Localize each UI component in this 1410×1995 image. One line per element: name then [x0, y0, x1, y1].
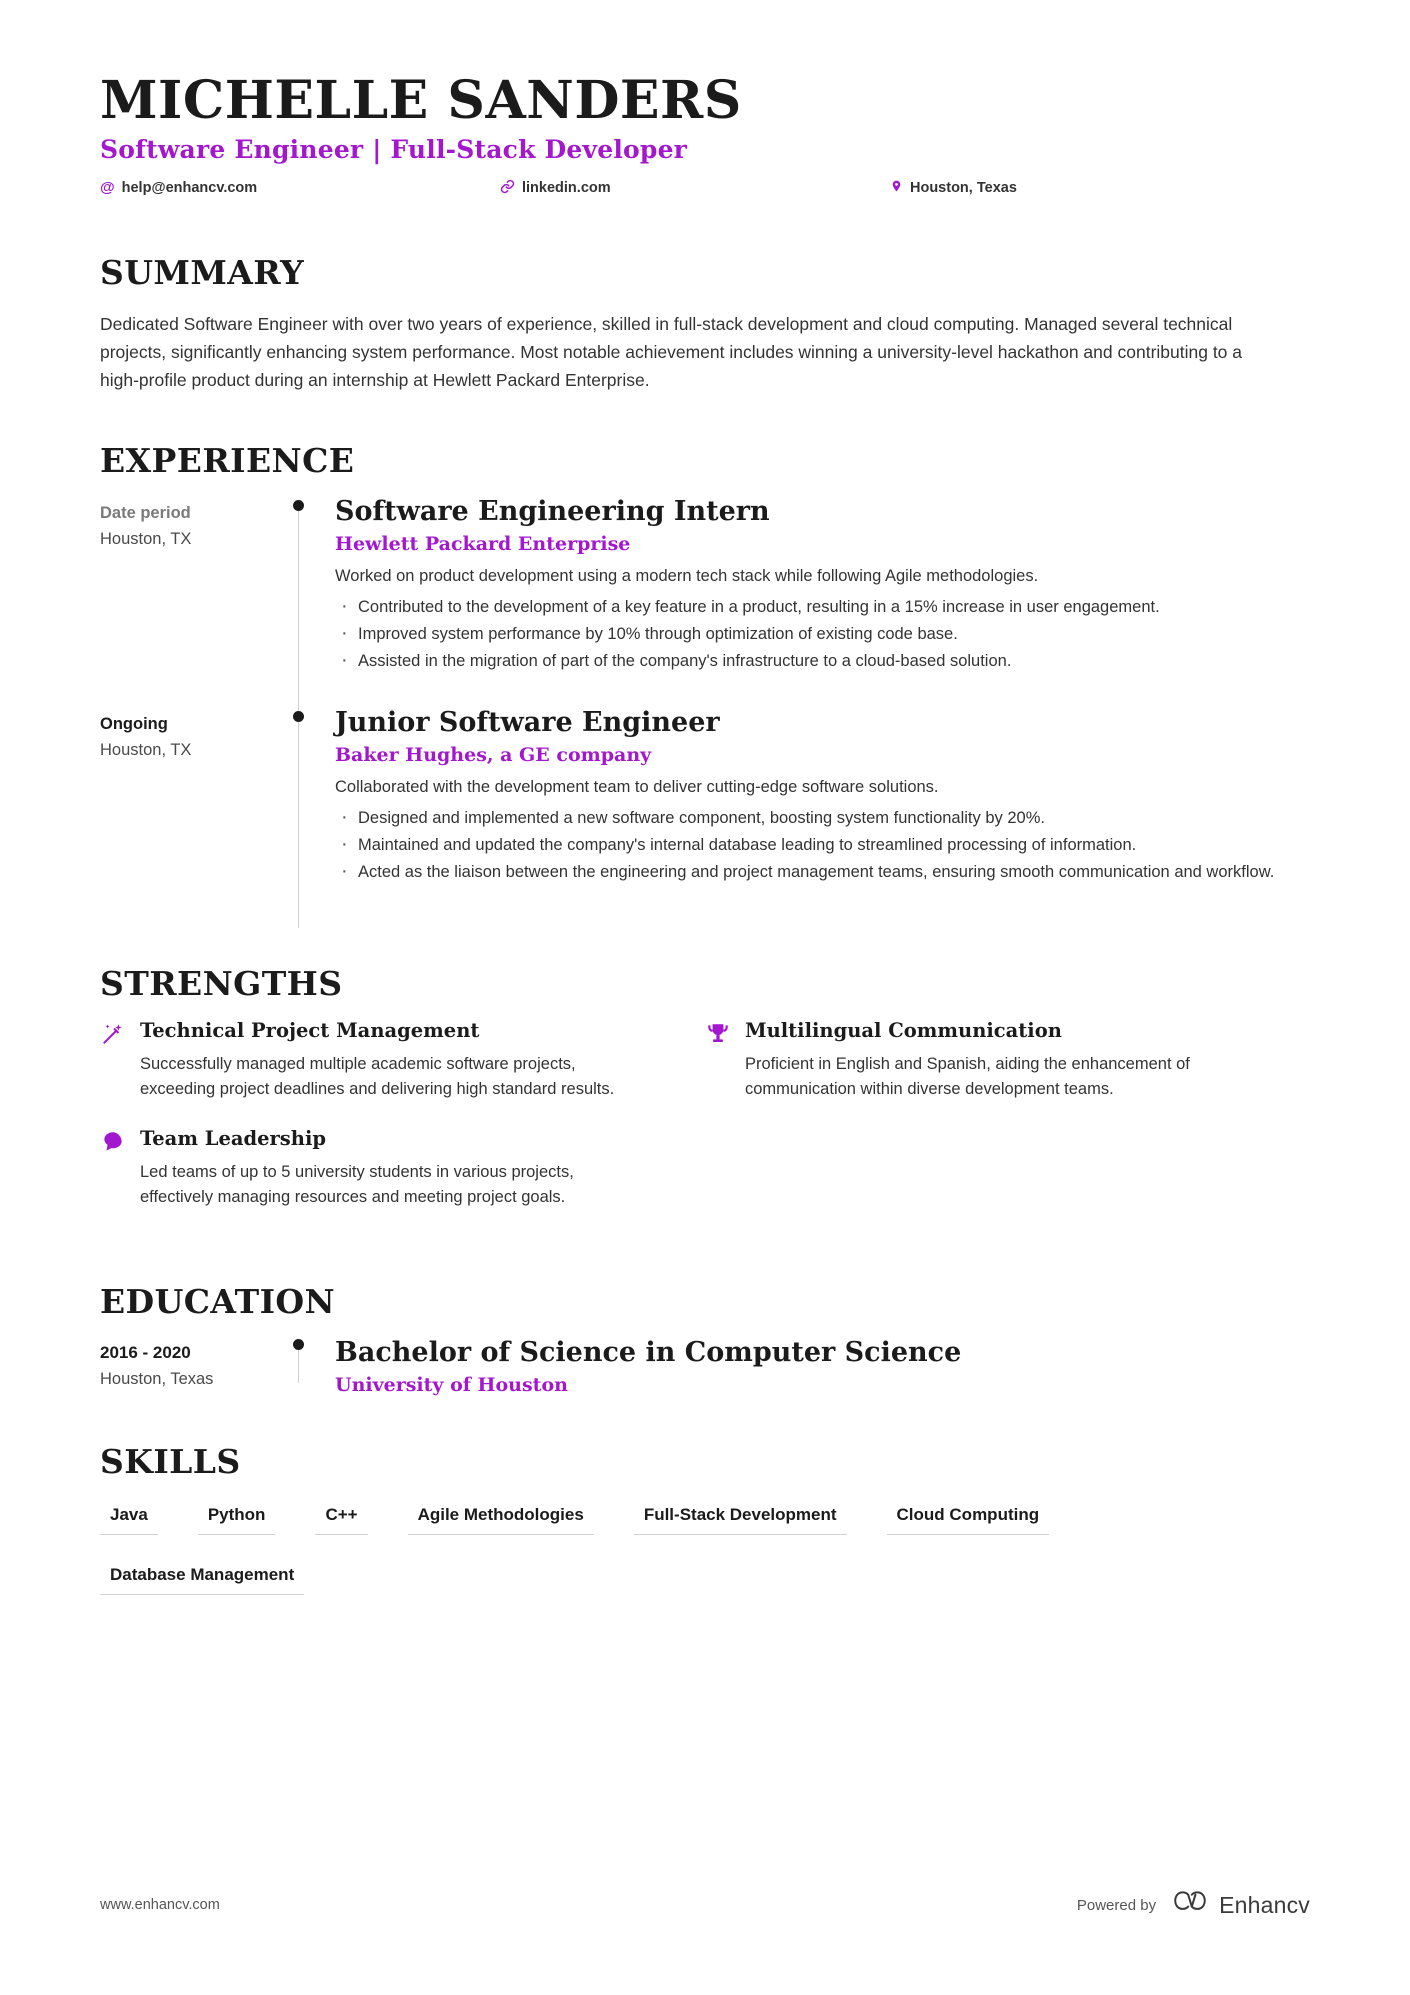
experience-bullet: · Assisted in the migration of part of the company's infrastructure to a cloud-based solution.	[335, 649, 1310, 673]
contact-email[interactable]	[100, 180, 500, 196]
contact-email-text: help@enhancv.com	[121, 179, 258, 196]
strength-text: Successfully managed multiple academic software projects, exceeding project deadlines and delivering high standard results.	[140, 1054, 615, 1098]
summary-text: Dedicated Software Engineer with over two years of experience, skilled in full-stack development and cloud computing. Managed several technical projects, significantly enhancing system performance. Most notable achievement includes winning a university-level hackathon and contributing to a high-profile product during an internship at Hewlett Packard Enterprise.	[100, 313, 1243, 391]
strength-title: Multilingual Communication	[745, 1018, 1062, 1042]
contact-linkedin-text: linkedin.com	[522, 179, 611, 196]
skill-chip: Java	[100, 1497, 158, 1535]
section-summary	[100, 253, 1310, 395]
experience-company: Baker Hughes, a GE company	[335, 743, 652, 766]
experience-bullet: · Maintained and updated the company's internal database leading to streamlined processing of information.	[335, 833, 1310, 857]
strength-item	[100, 1127, 705, 1210]
strength-title: Technical Project Management	[140, 1018, 480, 1042]
section-education	[100, 1282, 1310, 1396]
summary-title: SUMMARY	[100, 253, 305, 293]
experience-title: EXPERIENCE	[100, 440, 355, 480]
experience-item	[100, 707, 1310, 918]
experience-date: Ongoing	[100, 714, 168, 733]
experience-bullets	[335, 806, 1310, 885]
education-item	[100, 1337, 1310, 1396]
powered-by-label: Powered by	[1076, 1896, 1157, 1914]
skills-title: SKILLS	[100, 1441, 241, 1481]
strength-title: Team Leadership	[140, 1127, 327, 1151]
timeline-rail	[293, 707, 335, 918]
candidate-job-title: Software Engineer | Full-Stack Developer	[100, 135, 688, 165]
education-degree: Bachelor of Science in Computer Science	[335, 1336, 962, 1368]
experience-bullet: · Acted as the liaison between the engineering and project management teams, ensuring smooth communication and workflow.	[335, 860, 1310, 884]
experience-body	[335, 496, 1310, 707]
experience-role: Junior Software Engineer	[335, 706, 720, 738]
experience-company: Hewlett Packard Enterprise	[335, 532, 631, 555]
experience-bullets	[335, 595, 1310, 674]
skill-chip: C++	[315, 1497, 367, 1535]
magic-wand-icon	[100, 1019, 140, 1051]
education-title: EDUCATION	[100, 1281, 336, 1321]
speech-bubble-icon	[100, 1127, 140, 1159]
contact-location	[890, 178, 1017, 197]
education-school: University of Houston	[335, 1373, 568, 1396]
timeline-rail	[293, 496, 335, 707]
timeline-rail	[293, 1337, 335, 1396]
enhancv-logo-icon	[1170, 1889, 1210, 1921]
education-body	[335, 1337, 1310, 1396]
education-meta	[100, 1337, 293, 1396]
skill-chip: Database Management	[100, 1557, 304, 1595]
enhancv-wordmark: Enhancv	[1219, 1891, 1310, 1918]
timeline-dot	[293, 500, 304, 511]
experience-date: Date period	[100, 503, 191, 522]
skill-chip: Python	[198, 1497, 276, 1535]
section-skills	[100, 1442, 1310, 1617]
experience-body	[335, 707, 1310, 918]
section-strengths	[100, 964, 1310, 1236]
strength-text: Led teams of up to 5 university students in various projects, effectively managing resources and meeting project goals.	[140, 1163, 574, 1206]
strengths-grid	[100, 1019, 1310, 1236]
section-experience	[100, 441, 1310, 918]
link-icon	[500, 179, 515, 197]
location-pin-icon	[890, 178, 903, 197]
contact-linkedin[interactable]	[500, 179, 890, 197]
enhancv-brand	[1170, 1889, 1310, 1921]
timeline-line	[298, 506, 299, 717]
education-date: 2016 - 2020	[100, 1342, 191, 1362]
experience-item	[100, 496, 1310, 707]
experience-bullet: · Contributed to the development of a key feature in a product, resulting in a 15% increase in user engagement.	[335, 595, 1310, 619]
strengths-title: STRENGTHS	[100, 963, 343, 1003]
experience-bullet: · Improved system performance by 10% through optimization of existing code base.	[335, 622, 1310, 646]
email-icon: @	[100, 179, 115, 197]
strength-text: Proficient in English and Spanish, aiding the enhancement of communication within diverse development teams.	[745, 1054, 1190, 1098]
experience-description: Collaborated with the development team to deliver cutting-edge software solutions.	[335, 777, 939, 796]
strength-item	[100, 1019, 705, 1102]
experience-bullet: · Designed and implemented a new software component, boosting system functionality by 20%.	[335, 806, 1310, 830]
experience-meta	[100, 707, 293, 918]
timeline-dot	[293, 1339, 304, 1350]
page-footer	[100, 1889, 1310, 1921]
strength-item	[705, 1019, 1310, 1102]
timeline-dot	[293, 711, 304, 722]
contact-row	[100, 178, 1310, 197]
experience-role: Software Engineering Intern	[335, 495, 770, 527]
skills-list	[100, 1497, 1280, 1617]
skill-chip: Agile Methodologies	[408, 1497, 594, 1535]
candidate-name: MICHELLE SANDERS	[100, 70, 742, 131]
trophy-icon	[705, 1019, 745, 1051]
footer-branding	[1077, 1889, 1310, 1921]
experience-location: Houston, TX	[100, 740, 192, 759]
experience-meta	[100, 496, 293, 707]
experience-description: Worked on product development using a modern tech stack while following Agile methodologies.	[335, 566, 1039, 585]
contact-location-text: Houston, Texas	[910, 179, 1017, 196]
skill-chip: Cloud Computing	[887, 1497, 1050, 1535]
education-location: Houston, Texas	[100, 1369, 214, 1388]
timeline-line	[298, 1345, 299, 1383]
footer-url[interactable]: www.enhancv.com	[100, 1897, 220, 1913]
skill-chip: Full-Stack Development	[634, 1497, 847, 1535]
timeline-line	[298, 717, 299, 928]
resume-header	[100, 72, 1310, 197]
experience-location: Houston, TX	[100, 529, 192, 548]
